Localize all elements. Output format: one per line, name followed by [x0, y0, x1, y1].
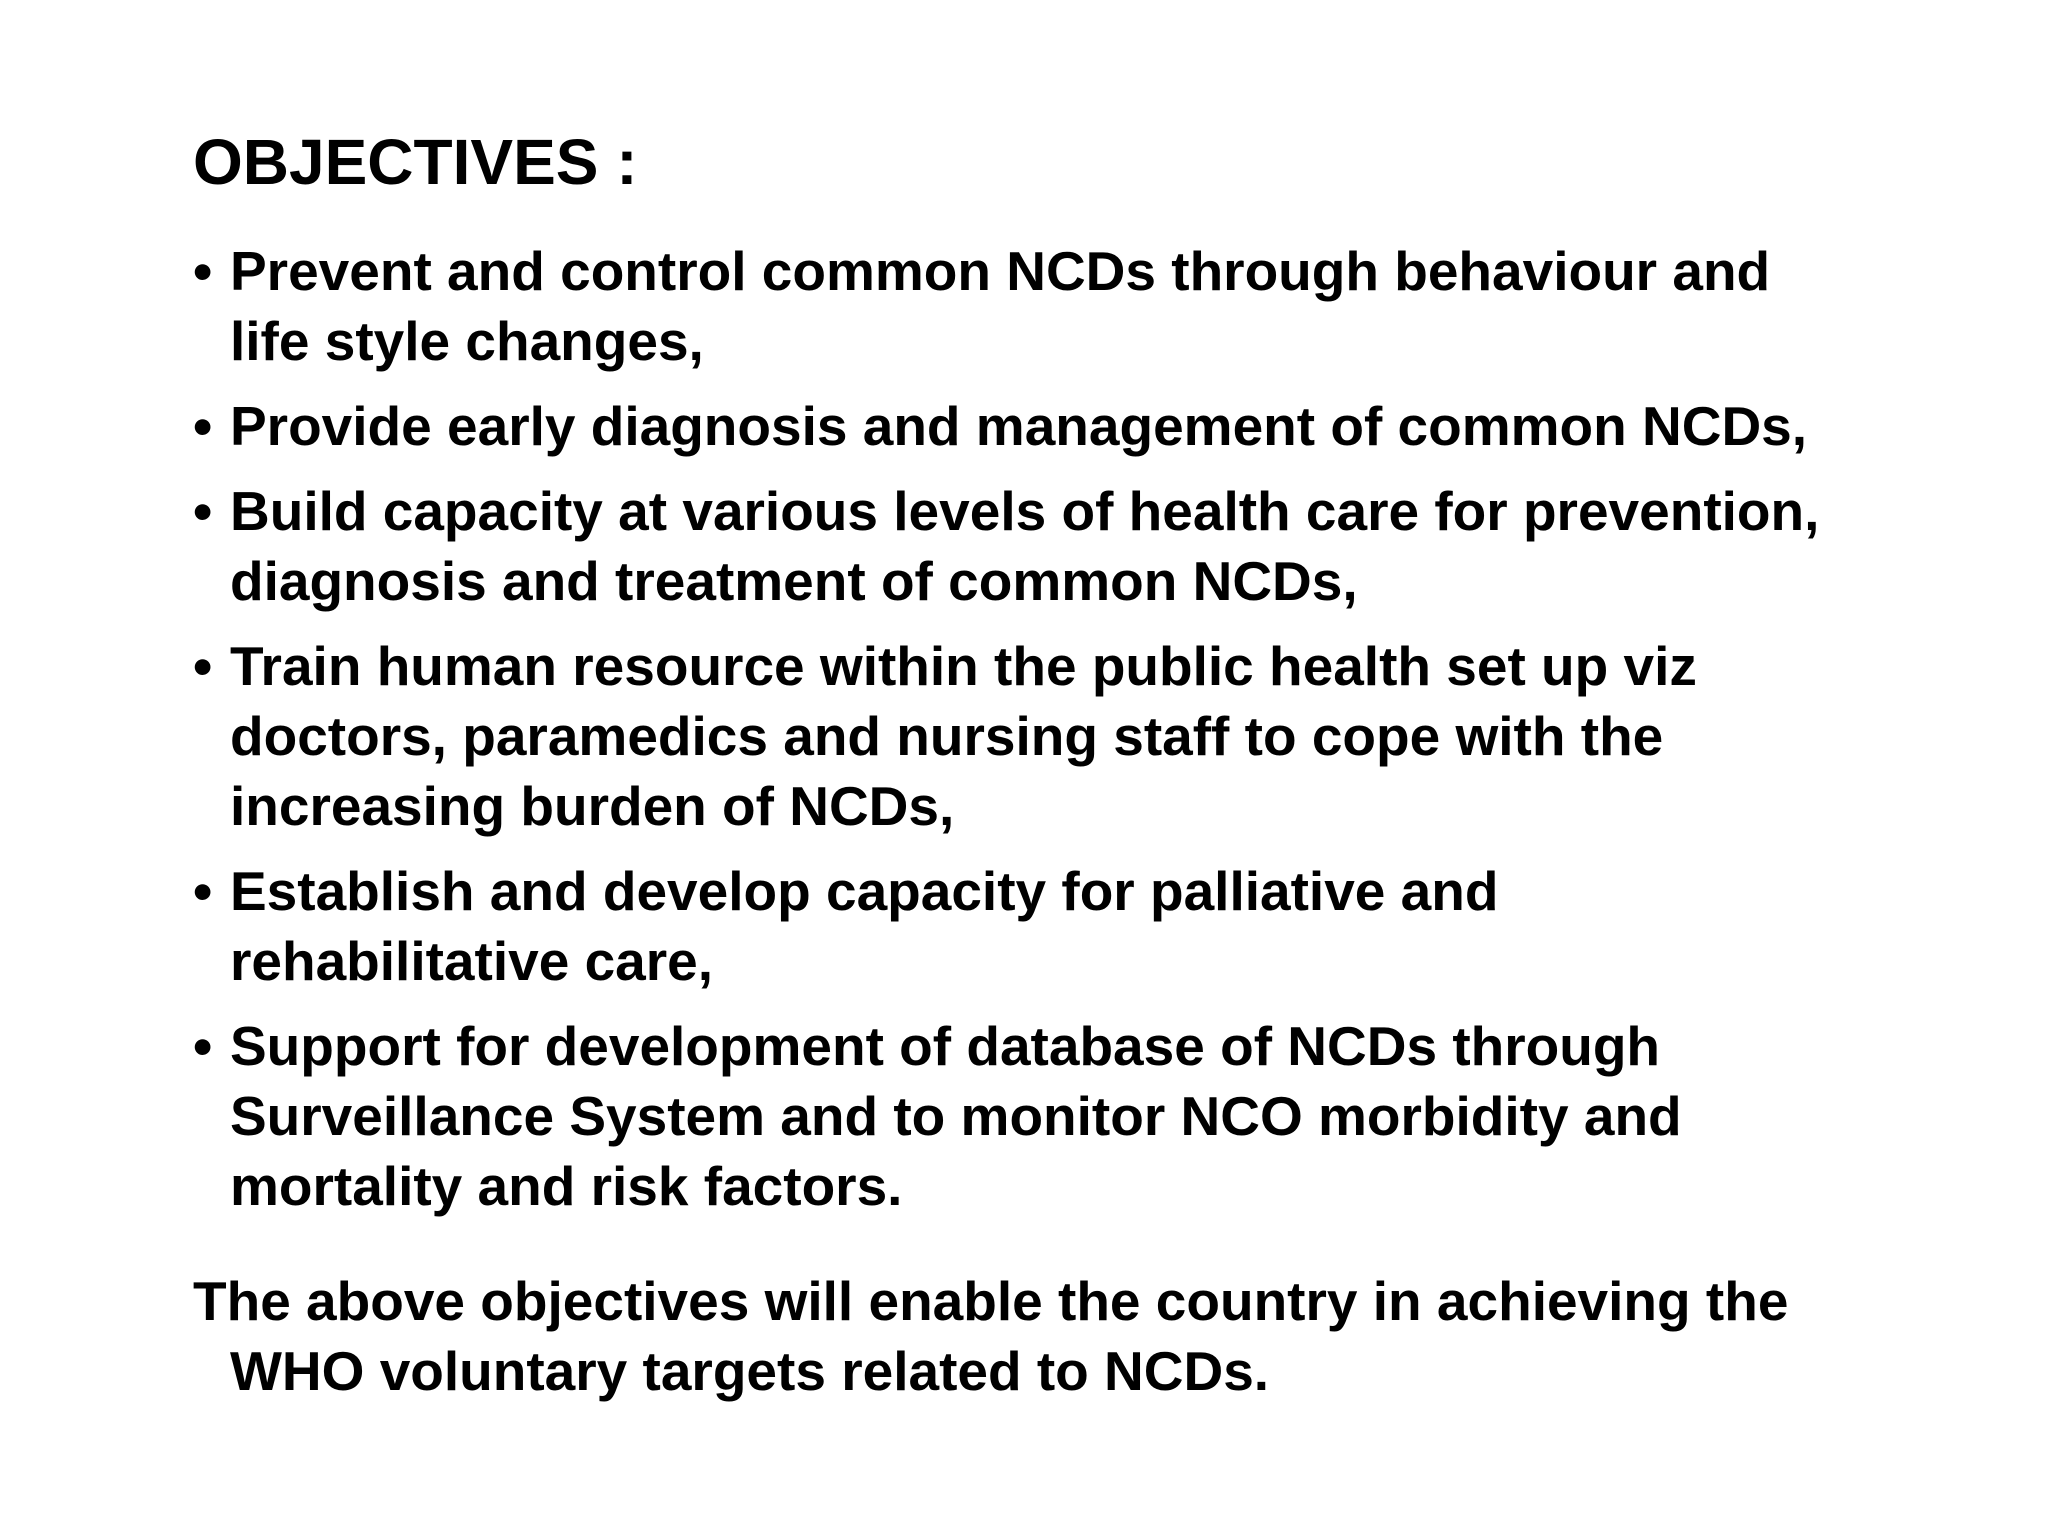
objective-text-line: rehabilitative care, [230, 930, 714, 992]
closing-statement [193, 1266, 1788, 1406]
objective-text-line: diagnosis and treatment of common NCDs, [230, 550, 1358, 612]
objective-item-prevent-control [193, 236, 1953, 376]
objectives-list [193, 236, 1953, 1236]
closing-text-line: The above objectives will enable the country in achieving the [193, 1270, 1789, 1332]
bullet-icon: • [193, 860, 213, 922]
bullet-icon: • [193, 1015, 213, 1077]
objective-text-line: mortality and risk factors. [230, 1155, 903, 1217]
objective-text-line: Provide early diagnosis and management of common NCDs, [230, 395, 1808, 457]
bullet-icon: • [193, 395, 213, 457]
objective-text-line: life style changes, [230, 310, 704, 372]
objective-text-line: increasing burden of NCDs, [230, 775, 955, 837]
objective-text-line: Surveillance System and to monitor NCO morbidity and [230, 1085, 1682, 1147]
bullet-icon: • [193, 240, 213, 302]
objective-text-line: Prevent and control common NCDs through behaviour and [230, 240, 1771, 302]
objective-item-train-human-resource [193, 631, 1953, 841]
bullet-icon: • [193, 635, 213, 697]
objective-text-line: doctors, paramedics and nursing staff to cope with the [230, 705, 1664, 767]
objective-item-database-surveillance [193, 1011, 1953, 1221]
objective-item-build-capacity [193, 476, 1953, 616]
closing-text-line: WHO voluntary targets related to NCDs. [230, 1340, 1270, 1402]
slide-title: OBJECTIVES : [193, 126, 638, 198]
objective-text-line: Support for development of database of NCDs through [230, 1015, 1661, 1077]
objective-item-early-diagnosis [193, 391, 1953, 461]
bullet-icon: • [193, 480, 213, 542]
objective-text-line: Establish and develop capacity for palliative and [230, 860, 1499, 922]
objective-text-line: Train human resource within the public health set up viz [230, 635, 1697, 697]
objective-item-palliative-care [193, 856, 1953, 996]
objective-text-line: Build capacity at various levels of health care for prevention, [230, 480, 1820, 542]
